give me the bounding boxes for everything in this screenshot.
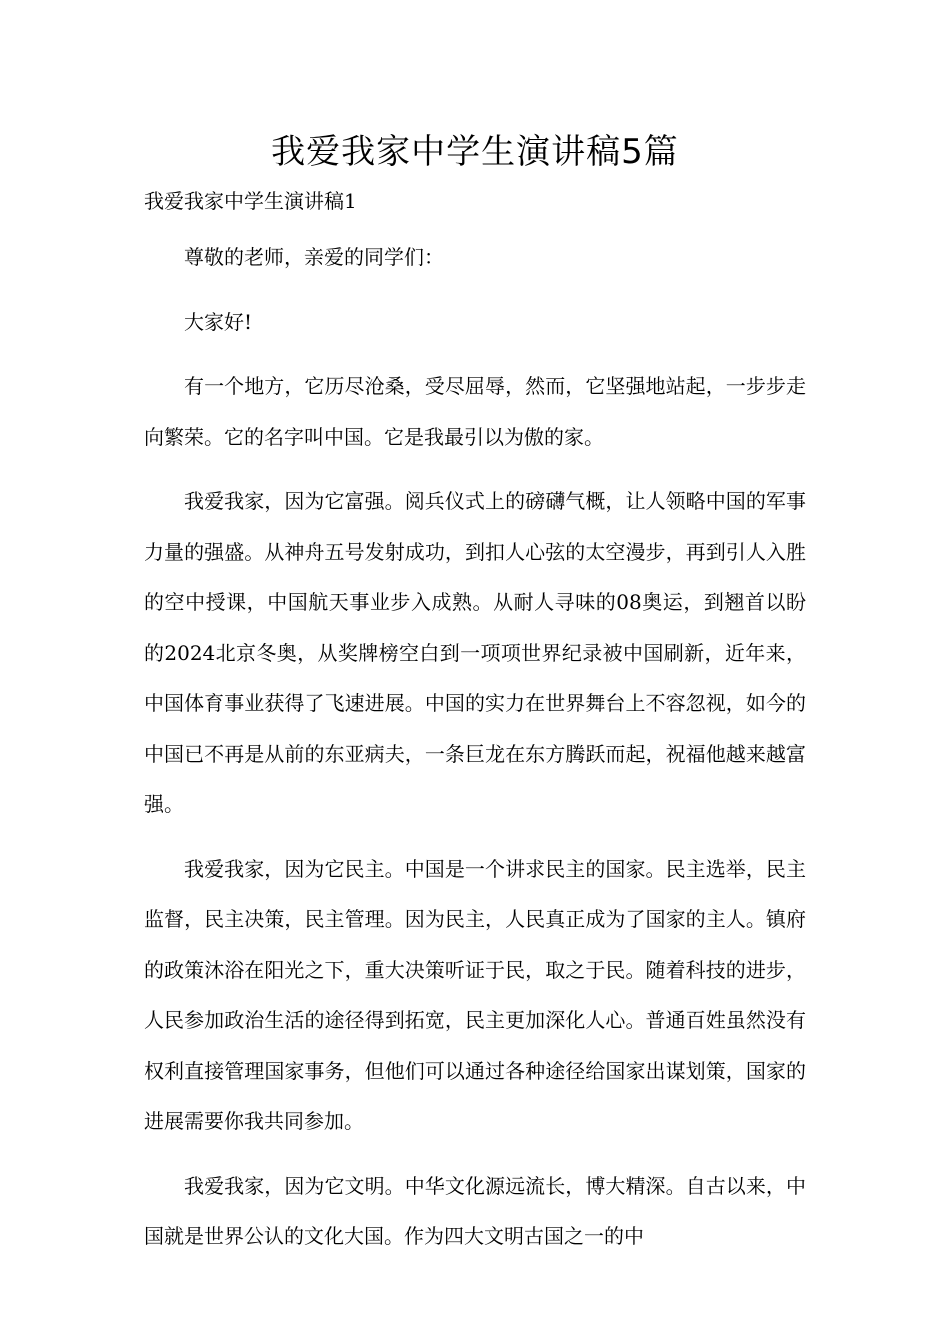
paragraph-prosperity: 我爱我家，因为它富强。阅兵仪式上的磅礴气概，让人领略中国的军事力量的强盛。从神舟五号发射成功，到扣人心弦的太空漫步，再到引人入胜的空中授课，中国航天事业步入成熟。从耐人寻味的08奥运，到翘首以盼的2024北京冬奥，从奖牌榜空白到一项项世界纪录被中国刷新，近年来，中国体育事业获得了飞速进展。中国的实力在世界舞台上不容忽视，如今的中国已不再是从前的东亚病夫，一条巨龙在东方腾跃而起，祝福他越来越富强。: [144, 489, 806, 816]
paragraph-democracy: 我爱我家，因为它民主。中国是一个讲求民主的国家。民主选举，民主监督，民主决策，民主管理。因为民主，人民真正成为了国家的主人。镇府的政策沐浴在阳光之下，重大决策听证于民，取之于民。随着科技的进步，人民参加政治生活的途径得到拓宽，民主更加深化人心。普通百姓虽然没有权利直接管理国家事务，但他们可以通过各种途径给国家出谋划策，国家的进展需要你我共同参加。: [144, 856, 806, 1133]
document-subtitle: 我爱我家中学生演讲稿1: [144, 189, 357, 213]
document-body: [144, 232, 806, 1276]
paragraph-greeting: 尊敬的老师，亲爱的同学们：: [184, 245, 444, 269]
paragraph-intro: 有一个地方，它历尽沧桑，受尽屈辱，然而，它坚强地站起，一步步走向繁荣。它的名字叫中国。它是我最引以为傲的家。: [144, 374, 806, 449]
document-title: 我爱我家中学生演讲稿5篇: [271, 132, 679, 172]
paragraph-hello: 大家好!: [184, 309, 253, 334]
paragraph-civilization: 我爱我家，因为它文明。中华文化源远流长，博大精深。自古以来，中国就是世界公认的文化大国。作为四大文明古国之一的中: [144, 1173, 806, 1248]
